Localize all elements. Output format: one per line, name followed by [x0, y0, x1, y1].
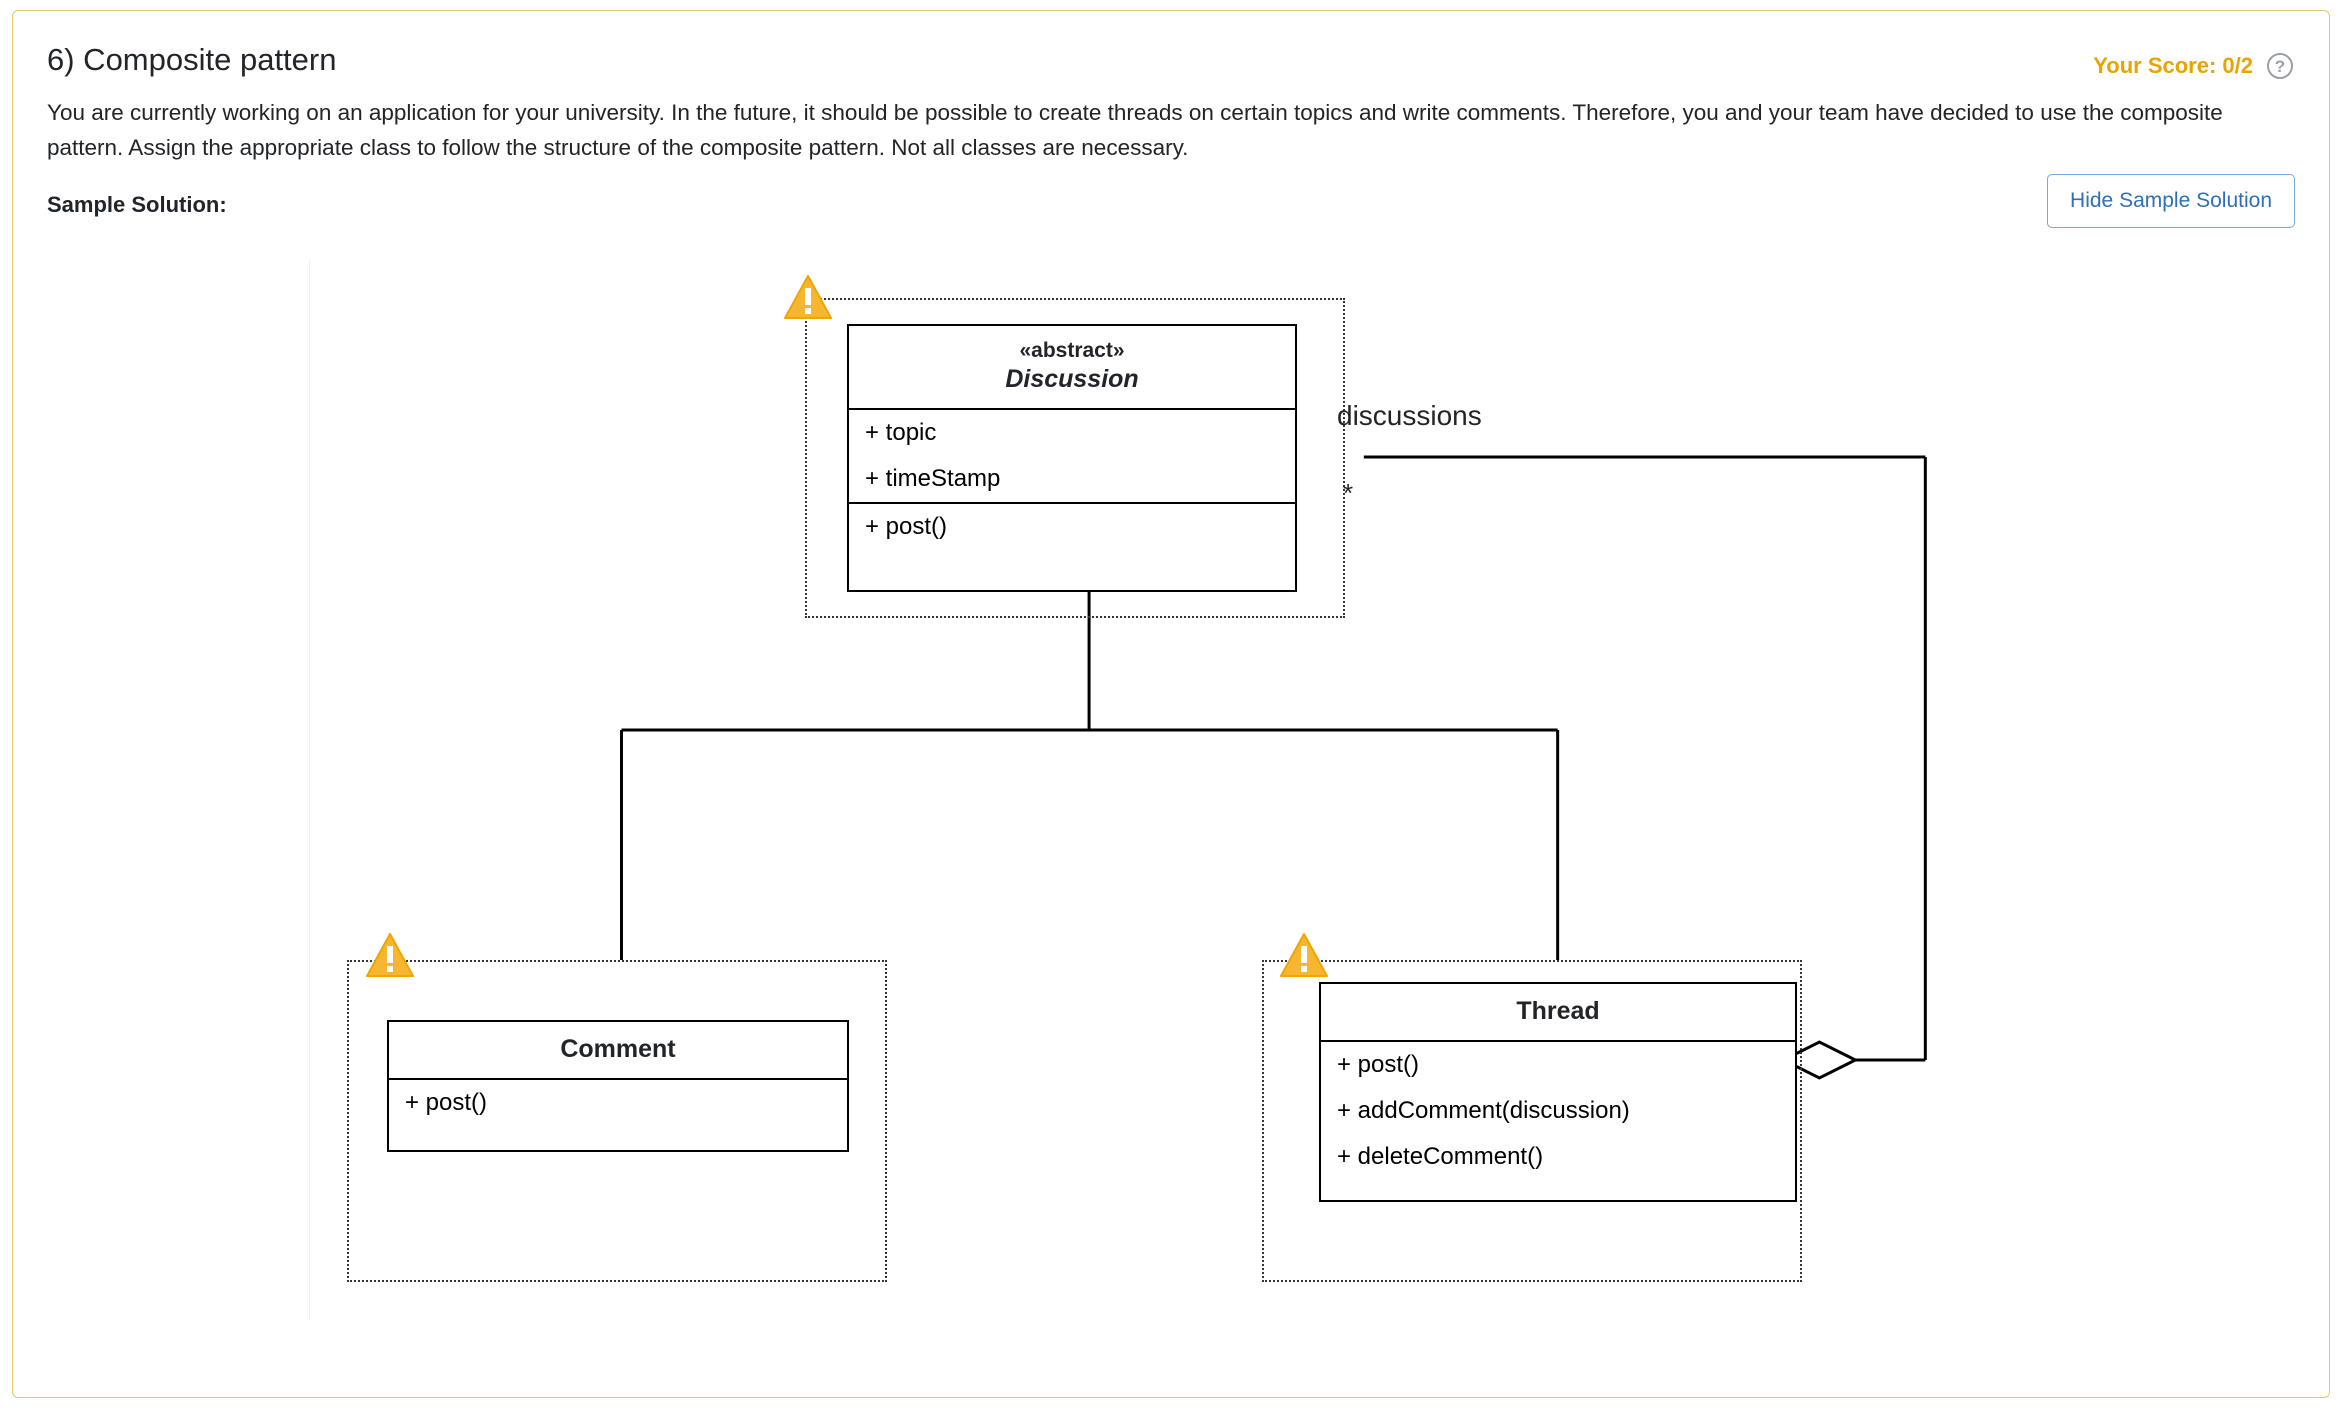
sample-solution-row — [47, 188, 2295, 250]
warning-icon — [365, 932, 415, 978]
warning-icon — [783, 274, 833, 320]
status-badge: Your Score: 0/2 — [2093, 53, 2253, 78]
question-mark-icon[interactable]: ? — [2267, 53, 2293, 79]
uml-class-title-discussion — [849, 326, 1295, 410]
uml-method: + post() — [405, 1089, 488, 1117]
uml-class-comment[interactable] — [387, 1020, 849, 1152]
hide-sample-solution-button[interactable]: Hide Sample Solution — [2047, 174, 2295, 228]
page-title: 6) Composite pattern — [47, 42, 337, 77]
exercise-card — [12, 10, 2330, 1398]
uml-method: + post() — [1337, 1051, 1420, 1079]
uml-method: + deleteComment() — [1337, 1143, 1544, 1171]
uml-class-name: Thread — [1516, 996, 1600, 1025]
uml-class-title-thread — [1321, 984, 1795, 1043]
uml-class-name: Discussion — [1005, 364, 1139, 393]
uml-class-discussion[interactable] — [847, 324, 1297, 592]
diagram-divider — [309, 260, 310, 1320]
uml-class-title-comment — [389, 1022, 847, 1081]
association-multiplicity: * — [1343, 477, 1354, 508]
association-label-discussions: discussions — [1337, 399, 1482, 431]
uml-class-name: Comment — [560, 1034, 676, 1063]
uml-class-thread[interactable] — [1319, 982, 1797, 1202]
uml-methods-discussion — [849, 504, 1295, 550]
uml-attributes-discussion — [849, 410, 1295, 504]
uml-method: + post() — [865, 513, 948, 541]
uml-methods-thread — [1321, 1042, 1795, 1180]
uml-methods-comment — [389, 1080, 847, 1126]
uml-stereotype: «abstract» — [1019, 338, 1125, 362]
uml-method: + addComment(discussion) — [1337, 1097, 1630, 1125]
sample-solution-label: Sample Solution: — [47, 191, 227, 217]
warning-icon — [1279, 932, 1329, 978]
uml-diagram — [47, 260, 2295, 1320]
uml-attribute: + timeStamp — [865, 465, 1001, 493]
uml-attribute: + topic — [865, 419, 937, 447]
exercise-header — [13, 11, 2329, 78]
task-description: You are currently working on an application for your university. In the future, it should be possible to create threads on certain topics and write comments. Therefore, you and your team have decided to use the composite pattern. Assign the appropriate class to follow the structure of the composite pattern. Not all classes are necessary. — [47, 100, 2223, 161]
score-group — [2093, 53, 2293, 79]
